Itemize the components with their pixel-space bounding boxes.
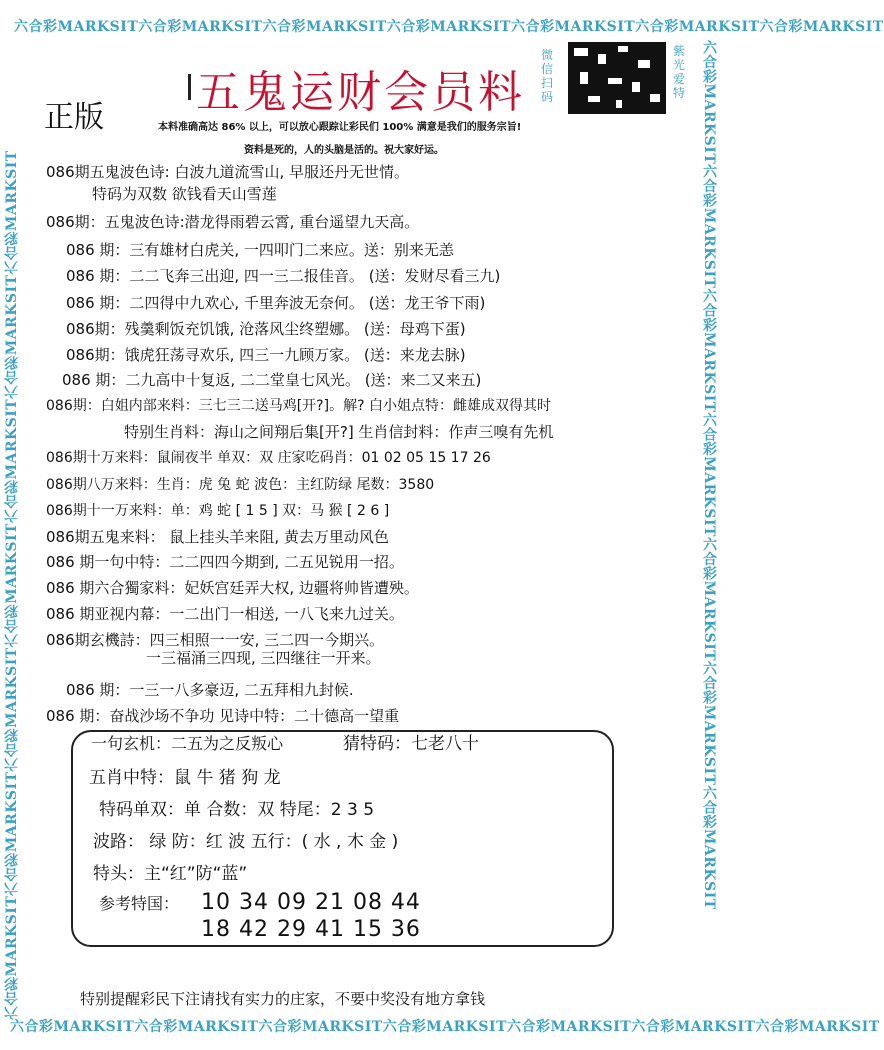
summary-ref-numbers-1: 10 34 09 21 08 44	[201, 890, 421, 915]
prediction-line: 086 期：一三一八多豪迈, 二五拜相九封候.	[66, 681, 354, 699]
qr-code-icon	[568, 42, 666, 114]
summary-box	[71, 730, 614, 947]
prediction-line: 086 期亚视内幕：一二出门一相送, 一八飞来九过关。	[46, 605, 404, 623]
prediction-line: 086期十万来料：鼠闹夜半 单双：双 庄家吃码肖：01 02 05 15 17 26	[46, 450, 491, 466]
summary-zodiac: 五肖中特：鼠 牛 猪 狗 龙	[89, 768, 281, 788]
watermark-right: 六合彩MARKSIT六合彩MARKSIT六合彩MARKSIT六合彩MARKSIT六合彩MARKSIT六合彩MARKSIT六合彩MARKSIT	[701, 40, 717, 910]
title-divider	[188, 74, 191, 100]
prediction-line: 特别生肖料：海山之间翔后集[开?] 生肖信封料：作声三嗅有先机	[124, 423, 554, 441]
summary-wave: 波路： 绿 防：红 波 五行：( 水 , 木 金 )	[93, 832, 399, 852]
prediction-line: 086期五鬼波色诗: 白波九道流雪山, 早服还丹无世情。	[46, 163, 409, 181]
qr-side-label-left: 微信扫码	[541, 48, 554, 104]
prediction-line: 086 期：二四得中九欢心, 千里奔波无奈何。 (送：龙王爷下雨)	[66, 294, 486, 312]
prediction-line: 086期：白姐内部来料：三七三二送马鸡[开?]。解? 白小姐点特：雌雄成双得其时	[46, 398, 551, 414]
summary-guess: 猜特码：七老八十	[343, 734, 479, 754]
page-title: 五鬼运财会员料	[196, 67, 525, 118]
watermark-bottom: 六合彩MARKSIT六合彩MARKSIT六合彩MARKSIT六合彩MARKSIT六合彩MARKSIT六合彩MARKSIT六合彩MARKSIT	[10, 1019, 880, 1035]
prediction-line: 086期：五鬼波色诗:潜龙得雨碧云霄, 重台遥望九天高。	[46, 213, 420, 231]
motto-text: 资料是死的，人的头脑是活的。祝大家好运。	[244, 145, 444, 156]
watermark-top: 六合彩MARKSIT六合彩MARKSIT六合彩MARKSIT六合彩MARKSIT六合彩MARKSIT六合彩MARKSIT六合彩MARKSIT	[14, 19, 884, 35]
edition-label: 正版	[44, 100, 104, 135]
prediction-line: 086 期：奋战沙场不争功 见诗中特：二十德高一望重	[46, 707, 400, 725]
prediction-line: 一三福涌三四现, 三四继往一开来。	[146, 649, 381, 667]
prediction-line: 086期八万来料：生肖：虎 兔 蛇 波色：主红防绿 尾数：3580	[46, 477, 435, 493]
prediction-line: 特码为双数 欲钱看天山雪莲	[92, 185, 277, 203]
summary-head: 特头：主“红”防“蓝”	[93, 864, 248, 884]
prediction-line: 086期五鬼来料： 鼠上挂头羊来阻, 黄去万里动风色	[46, 528, 389, 546]
footer-notice: 特别提醒彩民下注请找有实力的庄家，不要中奖没有地方拿钱	[80, 990, 486, 1008]
summary-ref-numbers-2: 18 42 29 41 15 36	[201, 917, 421, 942]
promo-text: 本料准确高达 86% 以上，可以放心跟踪让彩民们 100% 满意是我们的服务宗旨!	[158, 122, 522, 133]
summary-odd-even: 特码单双：单 合数：双 特尾：2 3 5	[99, 800, 375, 820]
summary-riddle: 一句玄机：二五为之反叛心	[91, 734, 284, 753]
prediction-line: 086期：饿虎狂荡寻欢乐, 四三一九顾万家。 (送：来龙去脉)	[66, 346, 466, 364]
prediction-line: 086 期：二九高中十复返, 二二堂皇七风光。 (送：来二又来五)	[62, 371, 482, 389]
qr-side-label-right: 紫光爱特	[673, 44, 686, 100]
prediction-line: 086 期：二二飞奔三出迎, 四一三二报佳音。 (送：发财尽看三九)	[66, 267, 501, 285]
prediction-line: 086 期：三有雄材白虎关, 一四叩门二来应。送：别来无恙	[66, 241, 454, 259]
summary-ref-label: 参考特国：	[99, 894, 180, 913]
prediction-line: 086期十一万来料：单：鸡 蛇 [ 1 5 ] 双：马 猴 [ 2 6 ]	[46, 503, 390, 519]
watermark-left: 六合彩MARKSIT六合彩MARKSIT六合彩MARKSIT六合彩MARKSIT六合彩MARKSIT六合彩MARKSIT六合彩MARKSIT	[4, 150, 20, 1020]
prediction-line: 086期：残羹剩饭充饥饿, 沧落风尘终塑娜。 (送：母鸡下蛋)	[66, 320, 466, 338]
prediction-line: 086期玄機詩：四三相照一一安, 三二四一今期兴。	[46, 631, 385, 649]
prediction-line: 086 期六合獨家料：妃妖宫廷弄大权, 边疆将帅皆遭殃。	[46, 579, 419, 597]
prediction-line: 086 期一句中特：二二四四今期到, 二五见锐用一招。	[46, 553, 404, 571]
